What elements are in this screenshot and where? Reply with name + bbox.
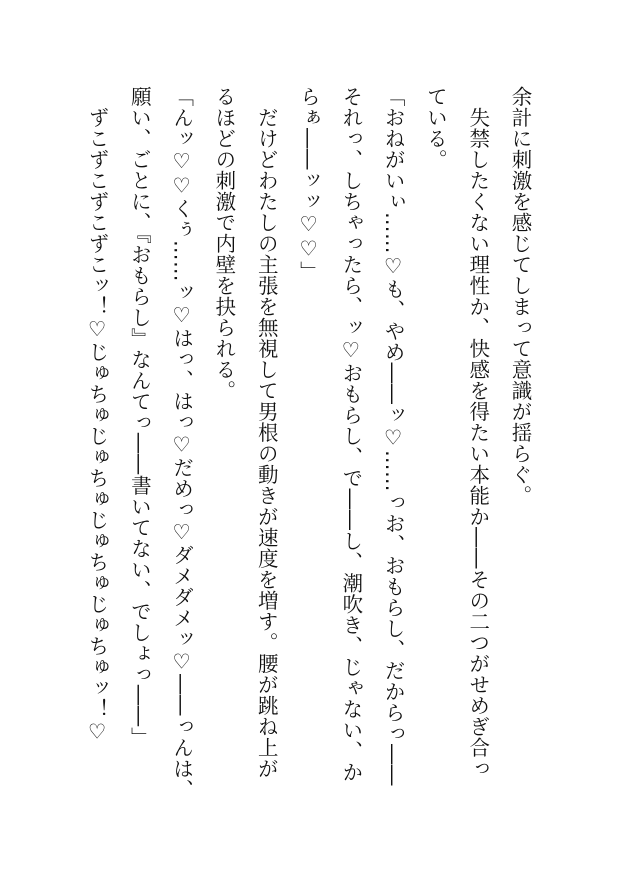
text-line-4: 「おねがいぃ……♡も、やめ――ッ♡……っお、おもらし、だからっ―― [381, 86, 406, 786]
text-line-2: 失禁したくない理性か、快感を得たい本能か――その二つがせめぎ合っ [465, 86, 490, 779]
text-line-7: だけどわたしの主張を無視して男根の動きが速度を増す。腰が跳ね上が [254, 86, 279, 779]
text-line-3: ている。 [423, 86, 448, 170]
text-line-9: 「んッ♡♡くぅ……ッ♡はっ、はっ♡だめっ♡ダメダメッ♡――っんは、 [169, 86, 194, 800]
text-line-6: らぁ――ッッ♡♡」 [296, 86, 321, 282]
text-line-5: それっ、しちゃったら、ッ♡おもらし、で――し、潮吹き、じゃない、か [338, 86, 363, 783]
vertical-text-body [76, 86, 541, 816]
text-line-10: 願い、ごとに、『おもらし』なんてっ――書いてない、でしょっ――」 [127, 86, 152, 748]
text-line-8: るほどの刺激で内壁を抉られる。 [211, 86, 236, 401]
text-line-11: ずこずこずこずこッ！♡じゅちゅじゅちゅじゅちゅじゅちゅッ！♡ [85, 86, 110, 744]
text-line-1: 余計に刺激を感じてしまって意識が揺らぐ。 [508, 86, 532, 506]
